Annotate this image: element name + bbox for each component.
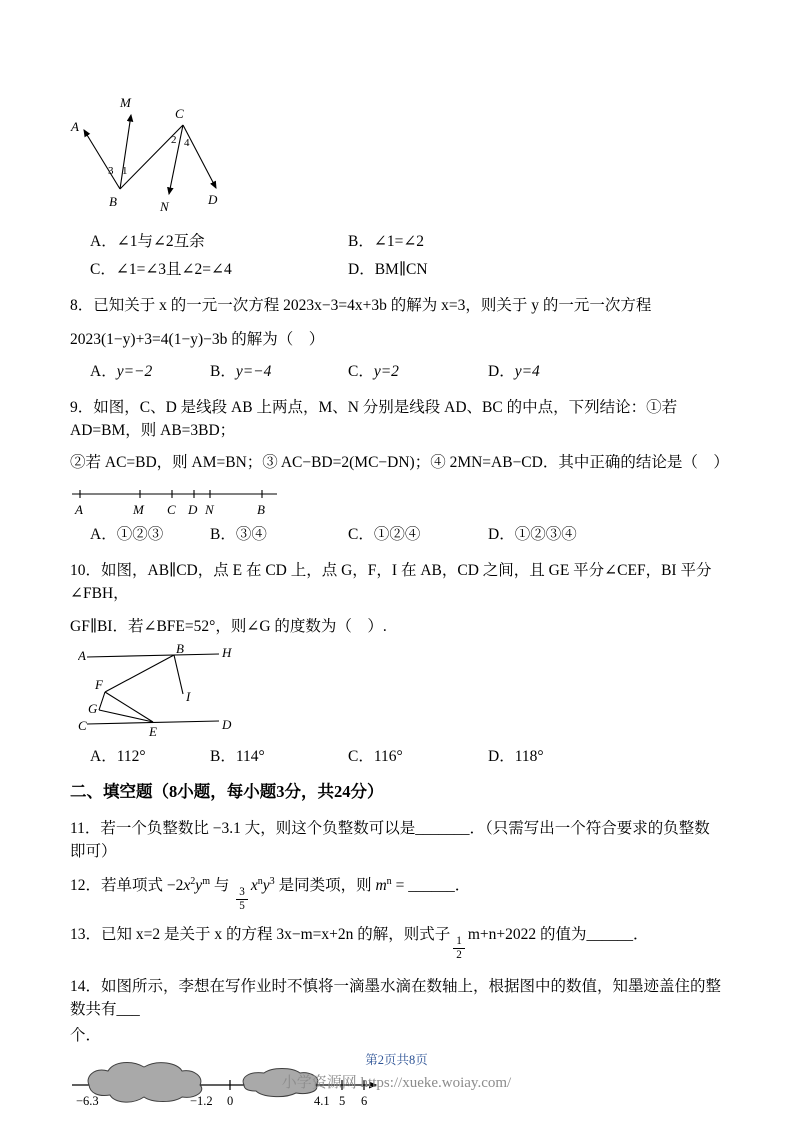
q9-figure-labels — [74, 502, 265, 517]
q11-text: 11．若一个负整数比 −3.1 大，则这个负整数可以是_______．（只需写出一个符合要求的负整数即可） — [70, 820, 710, 861]
axis-label: 5 — [339, 1094, 346, 1109]
option-label: B． — [348, 233, 374, 250]
q12-exp: n — [386, 875, 392, 887]
q12-text — [70, 874, 723, 913]
q9-options-row — [70, 524, 723, 546]
option-text: BM∥CN — [374, 260, 428, 278]
option-label: A． — [90, 233, 117, 250]
option-label: A． — [90, 526, 117, 544]
fraction-three-fifths — [236, 886, 248, 913]
q7-option-b — [348, 231, 723, 253]
point-label-C: C — [78, 717, 87, 733]
q7-option-c — [90, 259, 348, 281]
q10-figure-lines — [87, 654, 219, 724]
option-label: B． — [210, 362, 236, 380]
q10-option-b — [210, 746, 348, 768]
point-label-B: B — [109, 194, 117, 209]
q10-option-c — [348, 746, 488, 768]
point-label-A: A — [78, 647, 86, 663]
option-text: ∠1=∠3且∠2=∠4 — [115, 260, 232, 278]
option-label: D． — [488, 362, 515, 380]
axis-label: −6.3 — [76, 1094, 99, 1109]
q8-option-a — [90, 361, 210, 383]
axis-label: 6 — [361, 1094, 368, 1109]
option-text: 112° — [116, 747, 146, 765]
option-text: 118° — [514, 747, 544, 765]
point-label-G: G — [88, 700, 98, 716]
q8-option-d — [488, 361, 723, 383]
q12-part3: 是同类项，则 — [274, 876, 376, 894]
option-text: y=−2 — [116, 362, 153, 380]
q9-figure-lines — [72, 490, 277, 498]
q12-exp: 3 — [269, 875, 275, 887]
option-label: B． — [210, 526, 236, 544]
q9-text-line1: 9．如图，C、D 是线段 AB 上两点，M、N 分别是线段 AD、BC 的中点，下列结论：①若 AD=BM，则 AB=3BD； — [70, 398, 678, 439]
q9-option-d — [488, 524, 723, 546]
q12-var: x — [183, 876, 191, 894]
q12-var: y — [195, 876, 203, 894]
option-text: y=−4 — [235, 362, 272, 380]
fraction-one-half — [453, 935, 465, 962]
section-2-title: 二、填空题（8小题，每小题3分，共24分） — [70, 782, 384, 802]
q10-text-line2: GF∥BI．若∠BFE=52°，则∠G 的度数为（ ）. — [70, 617, 387, 635]
point-label-C: C — [175, 106, 184, 121]
point-label-D: D — [188, 502, 198, 518]
q12-var: y — [262, 876, 270, 894]
option-label: D． — [488, 526, 515, 544]
q8-options-row — [70, 361, 723, 383]
option-text: ①②③④ — [514, 526, 577, 544]
q7-option-a — [90, 231, 348, 253]
option-label: B． — [210, 747, 236, 765]
q8-option-c — [348, 361, 488, 383]
axis-label: 0 — [227, 1094, 234, 1109]
option-label: C． — [348, 526, 374, 544]
q10-text-line1: 10．如图，AB∥CD，点 E 在 CD 上，点 G，F，I 在 AB，CD 之间，且 GE 平分∠CEF，BI 平分∠FBH， — [70, 562, 712, 603]
q10-option-a — [90, 746, 210, 768]
point-label-I: I — [186, 688, 191, 704]
q9-option-b — [210, 524, 348, 546]
q8-option-b — [210, 361, 348, 383]
fraction-denominator: 5 — [239, 900, 245, 913]
option-label: A． — [90, 747, 117, 765]
point-label-D: D — [222, 716, 232, 732]
option-text: ∠1与∠2互余 — [116, 233, 205, 250]
q12-part4: = ______． — [391, 876, 471, 894]
option-text: ∠1=∠2 — [373, 233, 425, 250]
option-text: y=4 — [514, 362, 540, 380]
q10-option-d — [488, 746, 723, 768]
q7-option-d — [348, 259, 723, 281]
q12-part2: 与 — [210, 876, 234, 894]
point-label-B: B — [257, 502, 265, 518]
q12-exp: n — [257, 875, 263, 887]
q8-text-line2: 2023(1−y)+3=4(1−y)−3b 的解为（ ） — [70, 330, 325, 348]
angle-label-1: 1 — [122, 165, 128, 177]
q7-options-row-2 — [70, 259, 723, 281]
q12-exp: m — [202, 875, 211, 887]
angle-label-2: 2 — [171, 134, 177, 146]
q7-figure-lines — [84, 115, 216, 194]
option-text: ③④ — [235, 526, 267, 544]
q9-option-a — [90, 524, 210, 546]
q7-figure-labels — [70, 95, 218, 214]
q13-part2: m+n+2022 的值为______． — [467, 926, 649, 944]
point-label-N: N — [205, 502, 214, 518]
point-label-M: M — [133, 502, 144, 518]
point-label-A: A — [71, 119, 79, 134]
q10-options-row — [70, 746, 723, 768]
point-label-N: N — [160, 199, 169, 214]
q9-option-c — [348, 524, 488, 546]
point-label-C: C — [167, 502, 176, 518]
q12-var: x — [250, 876, 258, 894]
point-label-F: F — [95, 676, 103, 692]
point-label-E: E — [149, 723, 157, 738]
q7-figure — [70, 92, 235, 217]
q8-text-line1: 8．已知关于 x 的一元一次方程 2023x−3=4x+3b 的解为 x=3，则关于 y 的一元一次方程 — [70, 297, 652, 315]
q9-figure — [70, 484, 280, 518]
fraction-numerator: 1 — [453, 935, 465, 949]
option-label: D． — [348, 260, 375, 278]
point-label-B: B — [176, 643, 184, 656]
axis-label: −1.2 — [190, 1094, 213, 1109]
option-label: A． — [90, 362, 117, 380]
q14-text-line2: 个． — [70, 1027, 102, 1044]
q12-var: m — [375, 876, 387, 894]
footer-page-number: 第2页共8页 — [365, 1053, 428, 1067]
q7-options-row-1 — [70, 231, 723, 253]
footer-site-link[interactable]: 小学资源网 https://xueke.woiay.com/ — [281, 1075, 512, 1091]
angle-label-4: 4 — [184, 137, 190, 149]
option-label: D． — [488, 747, 515, 765]
q12-part1: 12．若单项式 −2 — [70, 876, 184, 894]
fraction-numerator: 3 — [236, 886, 248, 900]
point-label-H: H — [222, 644, 232, 660]
angle-label-3: 3 — [108, 165, 114, 177]
axis-label: 4.1 — [314, 1094, 330, 1109]
q13-part1: 13．已知 x=2 是关于 x 的方程 3x−m=x+2n 的解，则式子 — [70, 926, 451, 944]
option-text: ①②④ — [373, 526, 421, 544]
q14-text-line1: 14．如图所示，李想在写作业时不慎将一滴墨水滴在数轴上，根据图中的数值，知墨迹盖住的整数共有___ — [70, 977, 722, 1018]
q10-figure — [78, 644, 236, 738]
option-text: ①②③ — [116, 526, 164, 544]
fraction-denominator: 2 — [456, 949, 462, 962]
point-label-A: A — [75, 502, 83, 518]
option-label: C． — [90, 260, 116, 278]
option-text: y=2 — [373, 362, 399, 380]
q9-text-line2: ②若 AC=BD，则 AM=BN；③ AC−BD=2(MC−DN)；④ 2MN=AB−CD．其中正确的结论是（ ） — [70, 454, 729, 472]
point-label-M: M — [120, 95, 131, 110]
q13-text — [70, 923, 723, 962]
q12-exp: 2 — [190, 875, 196, 887]
option-text: 114° — [235, 747, 265, 765]
point-label-D: D — [208, 192, 218, 207]
option-text: 116° — [373, 747, 403, 765]
option-label: C． — [348, 362, 374, 380]
option-label: C． — [348, 747, 374, 765]
